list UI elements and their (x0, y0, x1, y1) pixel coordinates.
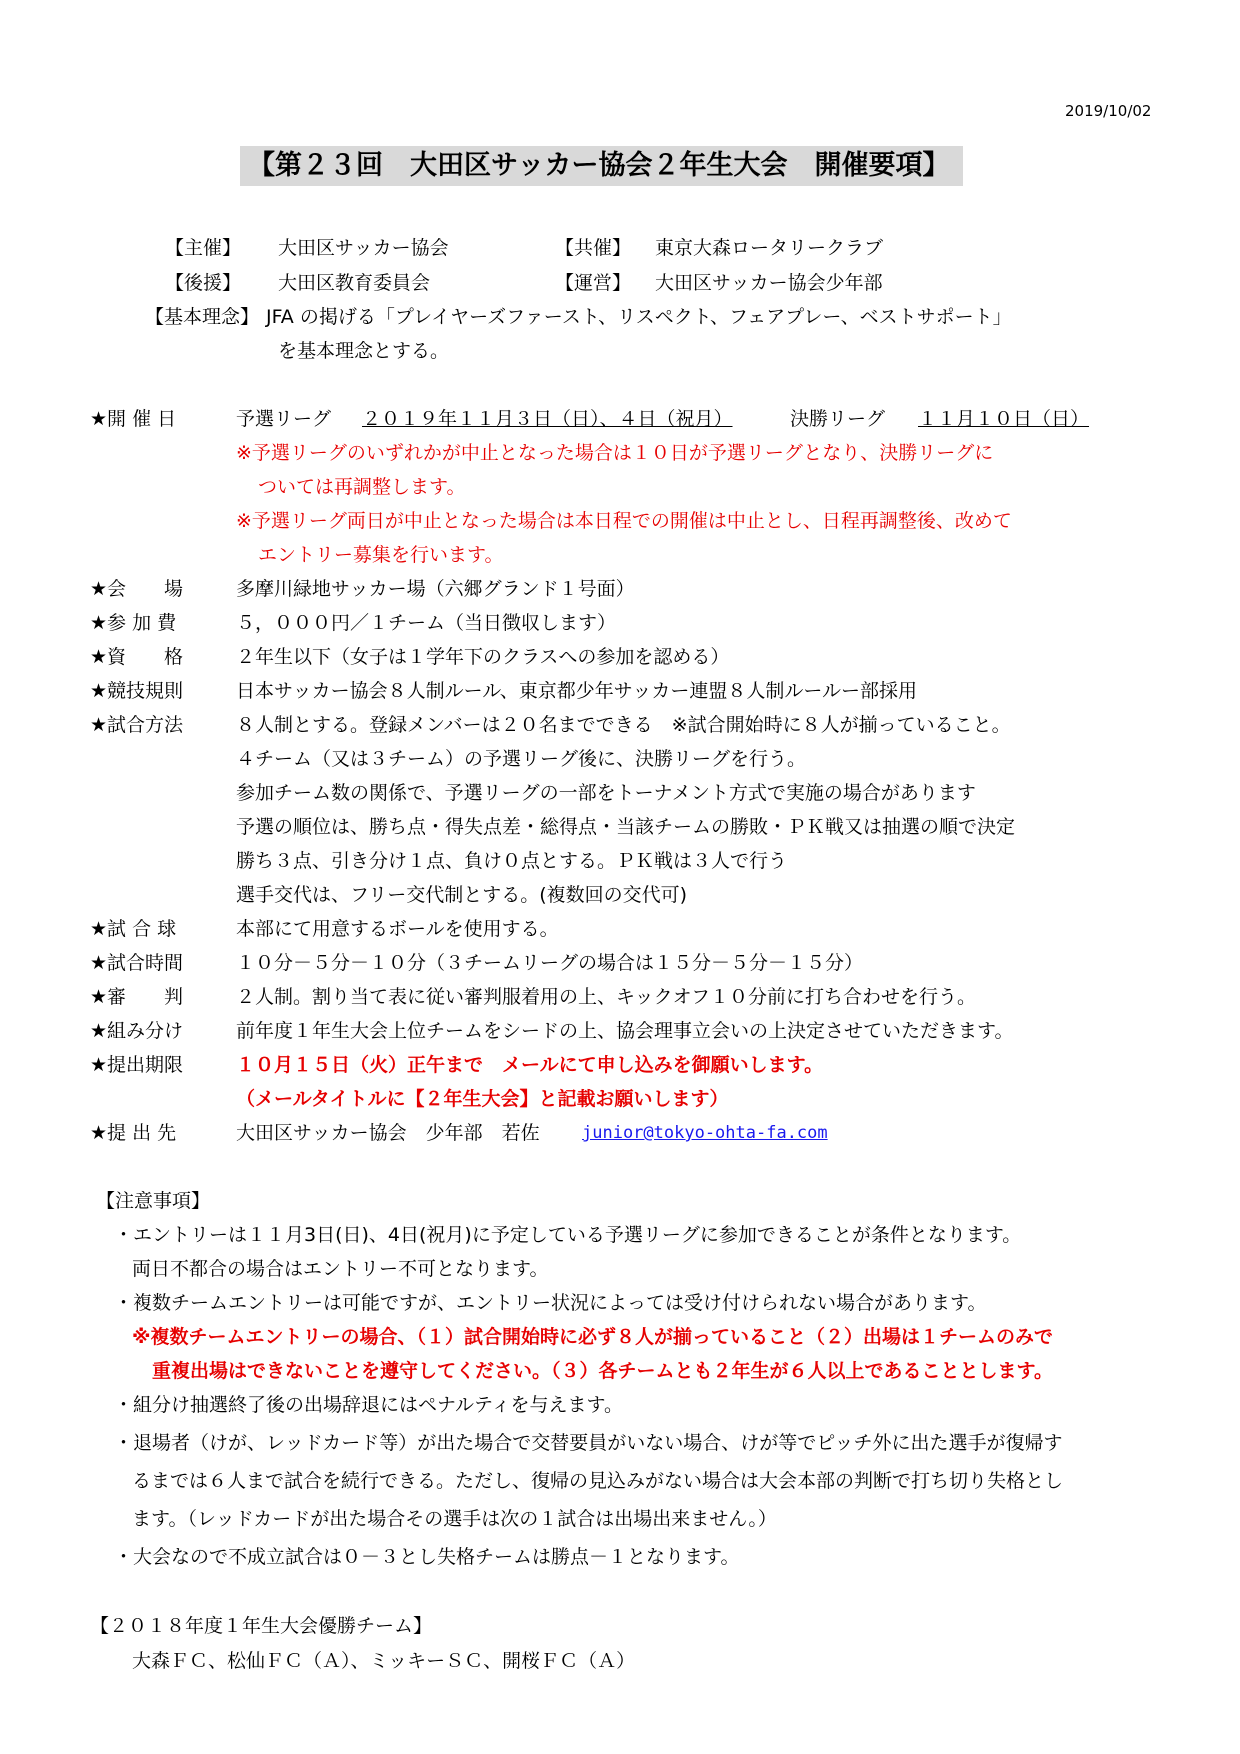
time-value: １０分－５分－１０分（３チームリーグの場合は１５分－５分－１５分） (236, 952, 864, 974)
winners-teams: 大森ＦＣ、松仙ＦＣ（Ａ）、ミッキーＳＣ、開桜ＦＣ（Ａ） (132, 1650, 636, 1672)
note-2: ・複数チームエントリーは可能ですが、エントリー状況によっては受け付けられない場合があります。 (114, 1292, 987, 1314)
philosophy-line-2: を基本理念とする。 (278, 340, 450, 362)
final-date: １１月１０日（日） (918, 408, 1090, 430)
operation-label: 【運営】 (555, 272, 632, 294)
note-4b: るまでは６人まで試合を続行できる。ただし、復帰の見込みがない場合は大会本部の判断で打ち切り失格とし (132, 1470, 1064, 1492)
note-2-red-b: 重複出場はできないことを遵守してください。（３）各チームとも２年生が６人以上であることとします。 (152, 1360, 1053, 1382)
draw-label: ★組み分け (90, 1020, 184, 1042)
philosophy-line-1: JFA の掲げる「プレイヤーズファースト、リスペクト、フェアプレー、ベストサポート」 (266, 306, 1012, 328)
deadline-label: ★提出期限 (90, 1054, 184, 1076)
cohost-label: 【共催】 (555, 237, 632, 259)
method-line-2: ４チーム（又は３チーム）の予選リーグ後に、決勝リーグを行う。 (236, 748, 807, 770)
method-line-4: 予選の順位は、勝ち点・得失点差・総得点・当該チームの勝敗・ＰＫ戦又は抽選の順で決定 (236, 816, 1016, 838)
note-2-red-a: ※複数チームエントリーの場合、（１）試合開始時に必ず８人が揃っていること（２）出場は１チームのみで (132, 1326, 1053, 1348)
time-label: ★試合時間 (90, 952, 184, 974)
ball-label: ★試 合 球 (90, 918, 177, 940)
note-1b: 両日不都合の場合はエントリー不可となります。 (132, 1258, 549, 1280)
email-link[interactable]: junior@tokyo-ohta-fa.com (582, 1123, 828, 1143)
support-value: 大田区教育委員会 (278, 272, 431, 294)
final-label: 決勝リーグ (790, 408, 886, 430)
ball-value: 本部にて用意するボールを使用する。 (236, 918, 559, 940)
submit-value: 大田区サッカー協会 少年部 若佐 (236, 1122, 540, 1144)
rules-label: ★競技規則 (90, 680, 184, 702)
fee-label: ★参 加 費 (90, 612, 177, 634)
rules-value: 日本サッカー協会８人制ルール、東京都少年サッカー連盟８人制ルールー部採用 (236, 680, 917, 702)
prelim-label: 予選リーグ (236, 408, 332, 430)
fee-value: ５，０００円／１チーム（当日徴収します） (236, 612, 617, 634)
note-3: ・組分け抽選終了後の出場辞退にはペナルティを与えます。 (114, 1394, 624, 1416)
notes-heading: 【注意事項】 (96, 1190, 211, 1212)
method-line-5: 勝ち３点、引き分け１点、負け０点とする。ＰＫ戦は３人で行う (236, 850, 788, 872)
deadline-line-2: （メールタイトルに【２年生大会】と記載お願いします） (236, 1088, 729, 1110)
eligibility-value: ２年生以下（女子は１学年下のクラスへの参加を認める） (236, 646, 730, 668)
cohost-value: 東京大森ロータリークラブ (655, 237, 884, 259)
winners-heading: 【２０１８年度１年生大会優勝チーム】 (90, 1615, 433, 1637)
schedule-note-1a: ※予選リーグのいずれかが中止となった場合は１０日が予選リーグとなり、決勝リーグに (236, 442, 994, 464)
referee-value: ２人制。割り当て表に従い審判服着用の上、キックオフ１０分前に打ち合わせを行う。 (236, 986, 977, 1008)
submit-label: ★提 出 先 (90, 1122, 177, 1144)
note-5: ・大会なので不成立試合は０－３とし失格チームは勝点－１となります。 (114, 1546, 740, 1568)
referee-label: ★審 判 (90, 986, 184, 1008)
support-label: 【後援】 (165, 272, 242, 294)
draw-value: 前年度１年生大会上位チームをシードの上、協会理事立会いの上決定させていただきます。 (236, 1020, 1014, 1042)
note-4c: ます。（レッドカードが出た場合その選手は次の１試合は出場出来ません。） (132, 1508, 777, 1530)
venue-value: 多摩川緑地サッカー場（六郷グランド１号面） (236, 578, 635, 600)
method-line-1: ８人制とする。登録メンバーは２０名までできる ※試合開始時に８人が揃っていること。 (236, 714, 1011, 736)
prelim-date: ２０１９年１１月３日（日）、４日（祝月） (362, 408, 733, 430)
document-date: 2019/10/02 (1065, 102, 1152, 120)
method-line-6: 選手交代は、フリー交代制とする。(複数回の交代可) (236, 884, 688, 906)
host-value: 大田区サッカー協会 (278, 237, 449, 259)
philosophy-label: 【基本理念】 (145, 306, 260, 328)
schedule-note-2b: エントリー募集を行います。 (258, 544, 504, 566)
schedule-label: ★開 催 日 (90, 408, 177, 430)
operation-value: 大田区サッカー協会少年部 (655, 272, 883, 294)
venue-label: ★会 場 (90, 578, 184, 600)
method-label: ★試合方法 (90, 714, 184, 736)
note-1a: ・エントリーは１１月3日(日)、4日(祝月)に予定している予選リーグに参加できることが条件となります。 (114, 1224, 1022, 1246)
eligibility-label: ★資 格 (90, 646, 184, 668)
schedule-note-2a: ※予選リーグ両日が中止となった場合は本日程での開催は中止とし、日程再調整後、改めて (236, 510, 1012, 532)
method-line-3: 参加チーム数の関係で、予選リーグの一部をトーナメント方式で実施の場合があります (236, 782, 976, 804)
host-label: 【主催】 (165, 237, 242, 259)
note-4a: ・退場者（けが、レッドカード等）が出た場合で交替要員がいない場合、けが等でピッチ外に出た選手が復帰す (114, 1432, 1063, 1454)
schedule-note-1b: ついては再調整します。 (258, 476, 466, 498)
page-title: 【第２３回 大田区サッカー協会２年生大会 開催要項】 (240, 146, 963, 186)
deadline-line-1: １０月１５日（火）正午まで メールにて申し込みを御願いします。 (236, 1054, 824, 1076)
